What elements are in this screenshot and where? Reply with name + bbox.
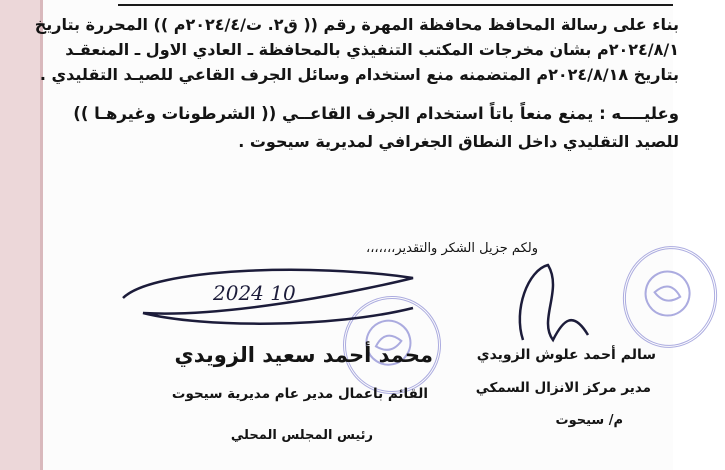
closing-line: ولكم جزيل الشكر والتقدير،،،،،،، <box>366 241 538 256</box>
signature-date-scribble: 2024 10 <box>213 281 296 305</box>
body-line-3: بتاريخ ٢٠٢٤/٨/١٨م المتضمنه منع استخدام وسائل الجرف القاعي للصيـد التقليدي . <box>39 65 679 84</box>
left-signatory-name: محمد أحمد سعيد الزويدي <box>174 343 433 367</box>
eagle-emblem-icon <box>619 242 715 345</box>
side-margin-strip <box>0 0 40 470</box>
official-stamp-right <box>615 239 725 356</box>
left-signatory-subtitle: رئيس المجلس المحلي <box>230 428 373 443</box>
handwritten-signature-left <box>113 258 433 338</box>
body-line-1: بناء على رسالة المحافظ محافظة المهرة رقم (( ق٢. ت/٢٠٢٤/٤م )) المحررة بتاريخ <box>34 15 679 34</box>
top-divider <box>118 4 673 6</box>
document-page <box>34 0 679 470</box>
body-line-5: للصيد التقليدي داخل النطاق الجغرافي لمديرية سيحوت . <box>238 132 679 151</box>
left-signatory-title: القائم باعمال مدير عام مديرية سيحوت <box>171 386 428 402</box>
body-line-4: وعليــــه : يمنع منعاً باتاً استخدام الجرف القاعــي (( الشرطونات وغيرهـا )) <box>73 104 679 123</box>
right-signatory-subtitle: م/ سيحوت <box>555 413 623 428</box>
handwritten-signature-right <box>493 250 603 350</box>
right-signatory-title: مدير مركز الانزال السمكي <box>475 380 651 396</box>
body-line-2: ٢٠٢٤/٨/١م بشان مخرجات المكتب التنفيذي بالمحافظة ـ العادي الاول ـ المنعقـد <box>65 40 679 59</box>
right-signatory-name: سالم أحمد علوش الزويدي <box>476 347 656 363</box>
